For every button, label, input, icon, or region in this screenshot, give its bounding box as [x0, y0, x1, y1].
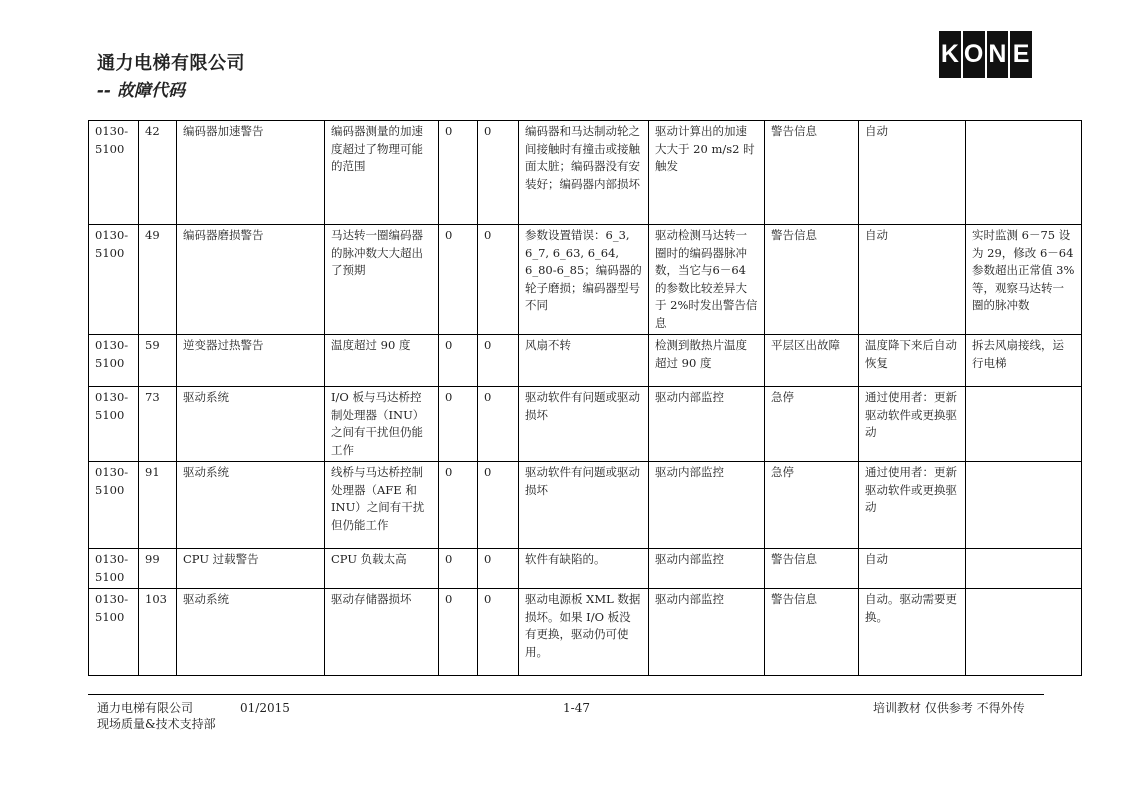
- cell-note: [966, 387, 1082, 462]
- cell-value-2: 0: [478, 225, 519, 335]
- footer-divider: [88, 694, 1044, 695]
- logo-letter: E: [1010, 31, 1032, 78]
- cell-description: I/O 板与马达桥控制处理器（INU）之间有干扰但仍能工作: [325, 387, 439, 462]
- cell-fault-code: 0130-5100: [89, 387, 139, 462]
- fault-code-table: [88, 120, 1082, 676]
- kone-logo: [939, 31, 1032, 78]
- cell-detection: 驱动计算出的加速大大于 20 m/s2 时触发: [649, 121, 765, 225]
- cell-fault-code: 0130-5100: [89, 589, 139, 676]
- cell-note: [966, 589, 1082, 676]
- table-row: [89, 225, 1082, 335]
- cell-fault-code: 0130-5100: [89, 225, 139, 335]
- cell-description: 编码器测量的加速度超过了物理可能的范围: [325, 121, 439, 225]
- cell-detection: 驱动检测马达转一圈时的编码器脉冲数，当它与6－64 的参数比较差异大于 2%时发出警告信息: [649, 225, 765, 335]
- cell-cause: 驱动软件有问题或驱动损坏: [519, 387, 649, 462]
- cell-value-1: 0: [439, 549, 478, 589]
- cell-name: 驱动系统: [177, 589, 325, 676]
- cell-name: 驱动系统: [177, 462, 325, 549]
- cell-value-2: 0: [478, 335, 519, 387]
- footer-page-number: 1-47: [563, 701, 590, 715]
- cell-value-2: 0: [478, 589, 519, 676]
- cell-note: 拆去风扇接线，运行电梯: [966, 335, 1082, 387]
- company-title: 通力电梯有限公司: [97, 53, 245, 74]
- cell-fault-code: 0130-5100: [89, 121, 139, 225]
- cell-value-2: 0: [478, 549, 519, 589]
- cell-recovery: 自动: [859, 121, 966, 225]
- cell-number: 59: [139, 335, 177, 387]
- cell-detection: 检测到散热片温度超过 90 度: [649, 335, 765, 387]
- cell-recovery: 自动: [859, 549, 966, 589]
- cell-number: 103: [139, 589, 177, 676]
- cell-recovery: 通过使用者：更新驱动软件或更换驱动: [859, 462, 966, 549]
- cell-note: [966, 462, 1082, 549]
- logo-letter: O: [963, 31, 985, 78]
- cell-fault-code: 0130-5100: [89, 462, 139, 549]
- cell-value-2: 0: [478, 462, 519, 549]
- cell-description: 温度超过 90 度: [325, 335, 439, 387]
- cell-action: 急停: [765, 387, 859, 462]
- cell-value-1: 0: [439, 589, 478, 676]
- cell-name: 逆变器过热警告: [177, 335, 325, 387]
- cell-name: CPU 过载警告: [177, 549, 325, 589]
- cell-value-1: 0: [439, 462, 478, 549]
- cell-action: 警告信息: [765, 589, 859, 676]
- cell-value-1: 0: [439, 387, 478, 462]
- section-subtitle: -- 故障代码: [97, 81, 186, 101]
- cell-note: [966, 121, 1082, 225]
- footer-company: 通力电梯有限公司: [97, 701, 194, 715]
- cell-value-2: 0: [478, 121, 519, 225]
- table-row: [89, 589, 1082, 676]
- cell-number: 91: [139, 462, 177, 549]
- cell-value-1: 0: [439, 121, 478, 225]
- cell-description: 线桥与马达桥控制处理器（AFE 和 INU）之间有干扰但仍能工作: [325, 462, 439, 549]
- cell-recovery: 通过使用者：更新驱动软件或更换驱动: [859, 387, 966, 462]
- cell-name: 编码器加速警告: [177, 121, 325, 225]
- table-row: [89, 549, 1082, 589]
- cell-note: [966, 549, 1082, 589]
- cell-action: 警告信息: [765, 225, 859, 335]
- cell-cause: 参数设置错误：6_3, 6_7, 6_63, 6_64, 6_80-6_85；编码器的轮子磨损；编码器型号不同: [519, 225, 649, 335]
- cell-fault-code: 0130-5100: [89, 549, 139, 589]
- cell-cause: 编码器和马达制动轮之间接触时有撞击或接触面太脏；编码器没有安装好；编码器内部损坏: [519, 121, 649, 225]
- cell-number: 49: [139, 225, 177, 335]
- cell-name: 编码器磨损警告: [177, 225, 325, 335]
- cell-detection: 驱动内部监控: [649, 549, 765, 589]
- cell-detection: 驱动内部监控: [649, 589, 765, 676]
- cell-recovery: 温度降下来后自动恢复: [859, 335, 966, 387]
- cell-description: CPU 负载太高: [325, 549, 439, 589]
- footer-date: 01/2015: [240, 701, 290, 715]
- cell-name: 驱动系统: [177, 387, 325, 462]
- cell-value-1: 0: [439, 335, 478, 387]
- table-row: [89, 462, 1082, 549]
- table-row: [89, 335, 1082, 387]
- cell-detection: 驱动内部监控: [649, 462, 765, 549]
- cell-description: 驱动存储器损坏: [325, 589, 439, 676]
- footer-notice: 培训教材 仅供参考 不得外传: [873, 701, 1025, 715]
- cell-cause: 软件有缺陷的。: [519, 549, 649, 589]
- cell-note: 实时监测 6－75 设为 29，修改 6－64 参数超出正常值 3%等，观察马达转一圈的脉冲数: [966, 225, 1082, 335]
- cell-number: 42: [139, 121, 177, 225]
- logo-letter: N: [987, 31, 1009, 78]
- cell-cause: 驱动电源板 XML 数据损坏。如果 I/O 板没有更换，驱动仍可使用。: [519, 589, 649, 676]
- table-row: [89, 387, 1082, 462]
- cell-recovery: 自动: [859, 225, 966, 335]
- cell-number: 73: [139, 387, 177, 462]
- logo-letter: K: [939, 31, 961, 78]
- cell-cause: 风扇不转: [519, 335, 649, 387]
- cell-number: 99: [139, 549, 177, 589]
- cell-fault-code: 0130-5100: [89, 335, 139, 387]
- cell-detection: 驱动内部监控: [649, 387, 765, 462]
- footer-department: 现场质量&技术支持部: [97, 717, 216, 731]
- cell-cause: 驱动软件有问题或驱动损坏: [519, 462, 649, 549]
- cell-action: 警告信息: [765, 549, 859, 589]
- cell-description: 马达转一圈编码器的脉冲数大大超出了预期: [325, 225, 439, 335]
- cell-action: 平层区出故障: [765, 335, 859, 387]
- cell-recovery: 自动。驱动需要更换。: [859, 589, 966, 676]
- cell-value-2: 0: [478, 387, 519, 462]
- cell-action: 警告信息: [765, 121, 859, 225]
- cell-value-1: 0: [439, 225, 478, 335]
- cell-action: 急停: [765, 462, 859, 549]
- table-row: [89, 121, 1082, 225]
